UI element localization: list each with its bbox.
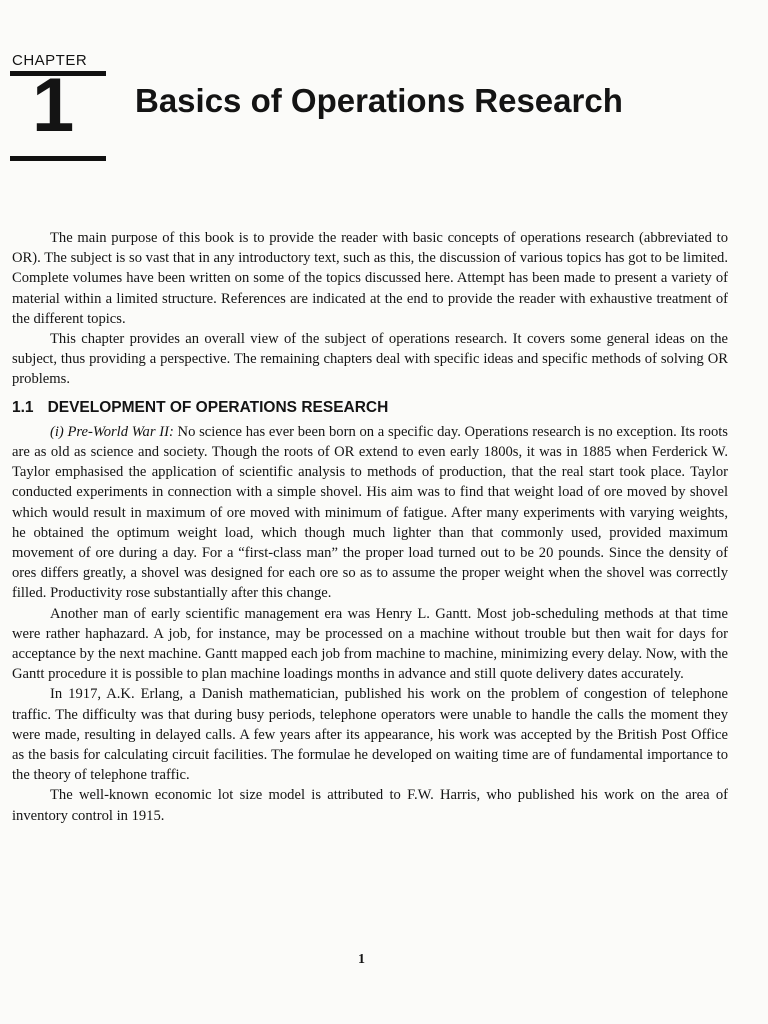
intro-paragraph-2: This chapter provides an overall view of the subject of operations research. It covers some general ideas on the subject, thus providing a perspective. The remaining chapters deal with specific ideas and specific methods of solving OR problems. <box>12 331 728 388</box>
section-heading <box>12 398 728 418</box>
section-title: DEVELOPMENT OF OPERATIONS RESEARCH <box>47 398 389 416</box>
section-number: 1.1 <box>12 398 34 416</box>
section-paragraph-3: In 1917, A.K. Erlang, a Danish mathematician, published his work on the problem of congestion of telephone traffic. The difficulty was that during busy periods, telephone operators were unable to handle the calls the moment they were made, resulting in delayed calls. A few years after its appearance, his work was accepted by the British Post Office as the basis for calculating circuit facilities. The formulae he developed on waiting time are of fundamental importance to the theory of telephone traffic. <box>12 686 728 784</box>
chapter-title: Basics of Operations Research <box>135 82 623 119</box>
page-number: 1 <box>358 952 365 967</box>
chapter-label: CHAPTER <box>12 52 88 69</box>
intro-paragraph-1: The main purpose of this book is to provide the reader with basic concepts of operations research (abbreviated to OR). The subject is so vast that in any introductory text, such as this, the discussion of various topics has got to be limited. Complete volumes have been written on some of the topics discussed here. Attempt has been made to present a variety of material within a limited structure. References are indicated at the end to provide the reader with exhaustive treatment of the different topics. <box>12 230 728 327</box>
paragraph-text: No science has ever been born on a specific day. Operations research is no exception. Its roots are as old as science and society. Though the roots of OR extend to even early 1800s, it was in 1885 when Ferderick W. Taylor emphasised the application of scientific analysis to methods of production, that the real start took place. Taylor conducted experiments in connection with a simple shovel. His aim was to find that weight load of ore moved by shovel which would result in maximum of ore moved with minimum of fatigue. After many experiments with varying weights, he obtained the optimum weight load, which though much lighter than that commonly used, provided maximum movement of ore during a day. For a “first-class man” the proper load turned out to be 20 pounds. Since the density of ores differs greatly, a shovel was designed for each ore so as to assume the proper weight when the shovel was correctly filled. Productivity rose substantially after this change. <box>12 423 728 602</box>
section-paragraph-1 <box>12 422 728 604</box>
section-paragraph-2: Another man of early scientific management era was Henry L. Gantt. Most job-scheduling methods at that time were rather haphazard. A job, for instance, may be processed on a machine without trouble but then wait for days for acceptance by the next machine. Gantt mapped each job from machine to machine, minimizing every delay. Now, with the Gantt procedure it is possible to plan machine loadings months in advance and still quote delivery dates accurately. <box>12 605 728 683</box>
section-paragraph-4: The well-known economic lot size model is attributed to F.W. Harris, who published his work on the area of inventory control in 1915. <box>12 787 728 824</box>
chapter-number: 1 <box>32 63 75 148</box>
chapter-body <box>12 228 728 826</box>
chapter-rule-bottom <box>10 156 106 161</box>
subheading-pre-world-war: (i) Pre-World War II: <box>50 423 174 440</box>
